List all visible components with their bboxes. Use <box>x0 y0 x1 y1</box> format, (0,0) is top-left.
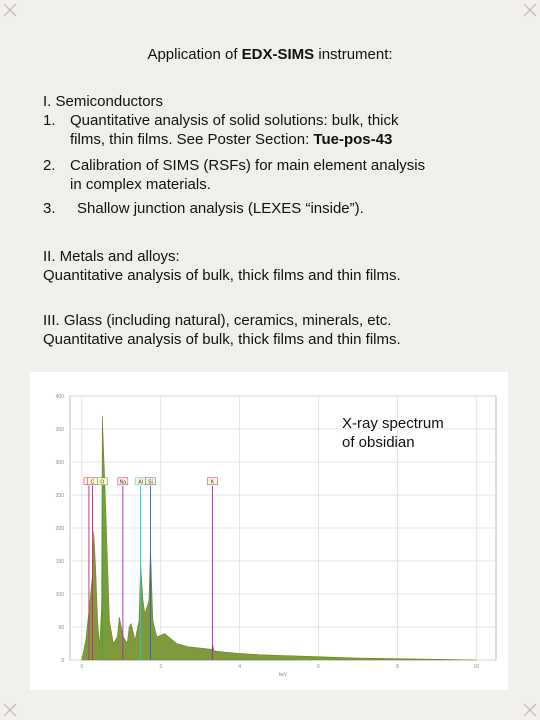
section1-heading: I. Semiconductors <box>43 93 164 110</box>
corner-ornament-icon <box>520 0 540 20</box>
title-prefix: Application of <box>147 46 242 63</box>
element-marker-label: Al <box>138 479 143 486</box>
x-tick-label: 10 <box>473 664 480 670</box>
y-tick-label: 100 <box>55 592 64 598</box>
y-tick-label: 350 <box>55 427 64 433</box>
x-tick-label: 6 <box>317 664 320 670</box>
y-tick-label: 400 <box>55 394 64 400</box>
y-tick-label: 150 <box>55 559 64 565</box>
item-text: Shallow junction analysis (LEXES “inside”). <box>77 200 364 217</box>
section2-body: Quantitative analysis of bulk, thick films and thin films. <box>43 267 401 284</box>
element-marker-label: K <box>210 479 215 486</box>
y-tick-label: 50 <box>58 625 64 631</box>
x-tick-label: 2 <box>159 664 163 670</box>
y-tick-label: 0 <box>61 658 64 664</box>
slide-title <box>0 46 540 63</box>
figure-caption <box>342 414 492 452</box>
item-text: Quantitative analysis of solid solutions: bulk, thick <box>70 112 399 129</box>
x-tick-label: 4 <box>238 664 242 670</box>
section2-heading: II. Metals and alloys: <box>43 248 180 265</box>
caption-line: of obsidian <box>342 434 415 451</box>
corner-ornament-icon <box>0 700 20 720</box>
corner-ornament-icon <box>0 0 20 20</box>
element-marker-label: C <box>90 479 95 486</box>
item-number: 1. <box>43 112 56 129</box>
x-axis-label: keV <box>278 672 288 678</box>
corner-ornament-icon <box>520 700 540 720</box>
item-number: 2. <box>43 157 56 174</box>
section3-heading: III. Glass (including natural), ceramics, minerals, etc. <box>43 312 392 329</box>
item-number: 3. <box>43 200 56 217</box>
item-text-cont: films, thin films. See Poster Section: Tue-pos-43 <box>70 131 393 148</box>
title-suffix: instrument: <box>314 46 393 63</box>
element-marker-label: Na <box>119 479 127 486</box>
item-text-cont: in complex materials. <box>70 176 211 193</box>
item-text: Calibration of SIMS (RSFs) for main element analysis <box>70 157 426 174</box>
section3-body: Quantitative analysis of bulk, thick films and thin films. <box>43 331 401 348</box>
element-marker-label: Si <box>148 479 153 486</box>
y-tick-label: 300 <box>55 460 64 466</box>
x-tick-label: 8 <box>395 664 399 670</box>
y-tick-label: 250 <box>55 493 64 499</box>
title-bold: EDX-SIMS <box>241 46 315 63</box>
x-tick-label: 0 <box>80 664 84 670</box>
y-tick-label: 200 <box>55 526 64 532</box>
caption-line: X-ray spectrum <box>342 415 444 432</box>
poster-reference: Tue-pos-43 <box>313 131 393 148</box>
element-marker-label: O <box>100 479 105 486</box>
